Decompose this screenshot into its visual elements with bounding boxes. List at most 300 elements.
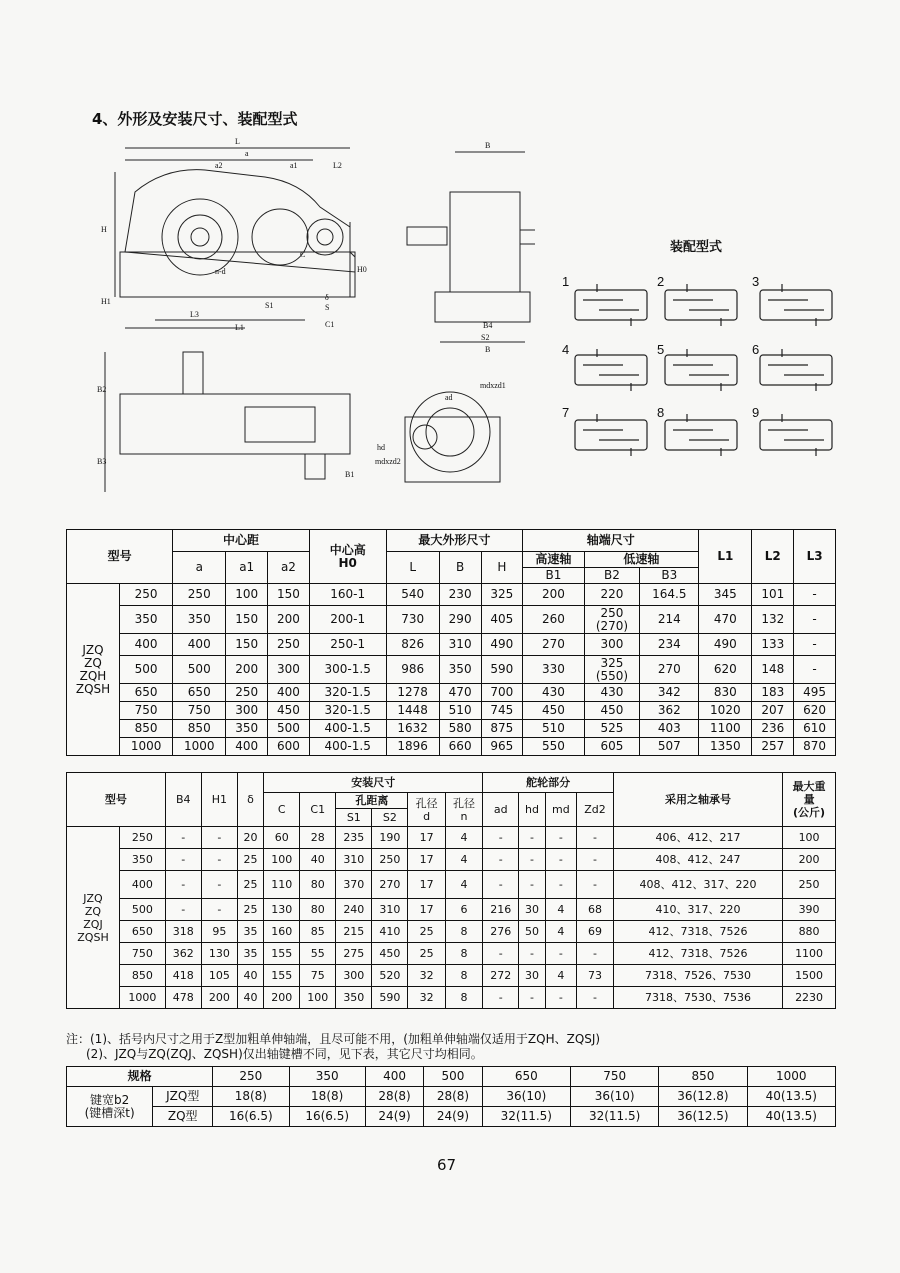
t1-h-center: 中心距 bbox=[173, 530, 310, 552]
t2-cell: 406、412、217 bbox=[613, 827, 782, 849]
t1-cell: 540 bbox=[386, 584, 439, 606]
t2-h-H1: H1 bbox=[201, 773, 237, 827]
t1-cell: 430 bbox=[523, 684, 584, 702]
t1-cell: 250 bbox=[268, 634, 310, 656]
table-row bbox=[67, 606, 836, 634]
t2-cell: 412、7318、7526 bbox=[613, 943, 782, 965]
t2-cell: 68 bbox=[577, 899, 614, 921]
dim-hd: hd bbox=[377, 443, 385, 452]
t2-cell: 60 bbox=[264, 827, 300, 849]
t1-cell: 250 bbox=[226, 684, 268, 702]
t2-cell: - bbox=[165, 849, 201, 871]
install-table bbox=[66, 772, 836, 1009]
t2-cell: 8 bbox=[445, 943, 482, 965]
t1-cell: 200 bbox=[523, 584, 584, 606]
t1-cell: 400 bbox=[173, 634, 226, 656]
notes bbox=[66, 1032, 600, 1062]
t2-cell: 200 bbox=[783, 849, 836, 871]
t2-cell: 276 bbox=[483, 921, 519, 943]
t3-spec: 400 bbox=[365, 1067, 423, 1087]
t2-cell: - bbox=[483, 849, 519, 871]
table-row bbox=[67, 871, 836, 899]
table-row bbox=[67, 943, 836, 965]
dim-mdxzd2: mdxzd2 bbox=[375, 457, 401, 466]
assembly-number-9: 9 bbox=[752, 405, 760, 420]
t1-cell: 362 bbox=[640, 702, 699, 720]
assembly-number-5: 5 bbox=[657, 342, 665, 357]
t2-cell: 2230 bbox=[783, 987, 836, 1009]
t2-h-bearing: 采用之轴承号 bbox=[613, 773, 782, 827]
t1-cell: 150 bbox=[226, 606, 268, 634]
t1-cell: 300-1.5 bbox=[309, 656, 386, 684]
t1-cell: 405 bbox=[481, 606, 523, 634]
t2-cell: 73 bbox=[577, 965, 614, 987]
t2-cell: 25 bbox=[237, 871, 263, 899]
dim-ad: ad bbox=[445, 393, 453, 402]
t2-cell: 30 bbox=[519, 965, 545, 987]
t2-cell: 410 bbox=[372, 921, 408, 943]
t1-cell: 650 bbox=[120, 684, 173, 702]
t2-cell: - bbox=[577, 871, 614, 899]
t2-h-hole-dist: 孔距离 bbox=[336, 793, 408, 809]
t2-cell: 7318、7526、7530 bbox=[613, 965, 782, 987]
t2-cell: 850 bbox=[120, 965, 166, 987]
t2-cell: - bbox=[165, 899, 201, 921]
t1-cell: 830 bbox=[699, 684, 752, 702]
t2-cell: 35 bbox=[237, 921, 263, 943]
t2-cell: 4 bbox=[445, 827, 482, 849]
t2-h-hole-d: 孔径 d bbox=[408, 793, 445, 827]
t1-cell: 400-1.5 bbox=[309, 720, 386, 738]
t1-cell: 200-1 bbox=[309, 606, 386, 634]
t1-cell: 1350 bbox=[699, 738, 752, 756]
t2-cell: 8 bbox=[445, 987, 482, 1009]
t2-cell: 25 bbox=[408, 943, 445, 965]
t2-cell: 272 bbox=[483, 965, 519, 987]
t1-cell: 986 bbox=[386, 656, 439, 684]
t2-cell: 478 bbox=[165, 987, 201, 1009]
t1-cell: 870 bbox=[794, 738, 836, 756]
t1-cell: 320-1.5 bbox=[309, 684, 386, 702]
t1-cell: - bbox=[794, 656, 836, 684]
t1-cell: 510 bbox=[523, 720, 584, 738]
section-title: 4、外形及安装尺寸、装配型式 bbox=[92, 110, 298, 128]
table-row bbox=[67, 738, 836, 756]
t2-h-S1: S1 bbox=[336, 809, 372, 827]
dim-H0: H0 bbox=[357, 265, 367, 274]
t2-cell: 1500 bbox=[783, 965, 836, 987]
t2-cell: - bbox=[519, 871, 545, 899]
t1-h-L3: L3 bbox=[794, 530, 836, 584]
t2-cell: 650 bbox=[120, 921, 166, 943]
t1-cell: 470 bbox=[439, 684, 481, 702]
assembly-number-7: 7 bbox=[562, 405, 570, 420]
t3-cell: 32(11.5) bbox=[482, 1107, 570, 1127]
t1-cell: 600 bbox=[268, 738, 310, 756]
t2-cell: 4 bbox=[445, 849, 482, 871]
page-number: 67 bbox=[437, 1156, 457, 1174]
t3-cell: 36(10) bbox=[570, 1087, 658, 1107]
assembly-number-1: 1 bbox=[562, 274, 570, 289]
t3-cell: 16(6.5) bbox=[289, 1107, 365, 1127]
dim-L3: L3 bbox=[190, 310, 199, 319]
t2-cell: 32 bbox=[408, 987, 445, 1009]
t1-cell: 300 bbox=[584, 634, 640, 656]
t3-cell: 18(8) bbox=[213, 1087, 289, 1107]
t1-cell: 325 (550) bbox=[584, 656, 640, 684]
t2-cell: - bbox=[201, 849, 237, 871]
t1-cell: 257 bbox=[752, 738, 794, 756]
t2-cell: 75 bbox=[300, 965, 336, 987]
t1-cell: 1000 bbox=[120, 738, 173, 756]
table-row bbox=[67, 921, 836, 943]
t1-cell: 495 bbox=[794, 684, 836, 702]
t1-cell: 650 bbox=[173, 684, 226, 702]
t2-cell: 40 bbox=[237, 987, 263, 1009]
t2-cell: 50 bbox=[519, 921, 545, 943]
t1-cell: 400 bbox=[268, 684, 310, 702]
t1-body bbox=[67, 584, 836, 756]
t1-cell: 507 bbox=[640, 738, 699, 756]
note-1: 注：(1)、括号内尺寸之用于Z型加粗单伸轴端，且尽可能不用，(加粗单伸轴端仅适用于ZQH、ZQSJ) bbox=[66, 1032, 601, 1046]
t3-cell: 32(11.5) bbox=[570, 1107, 658, 1127]
t1-cell: 310 bbox=[439, 634, 481, 656]
dim-S: S bbox=[325, 303, 330, 312]
t1-cell: 160-1 bbox=[309, 584, 386, 606]
t1-cell: 875 bbox=[481, 720, 523, 738]
t2-cell: 100 bbox=[783, 827, 836, 849]
t2-cell: - bbox=[519, 827, 545, 849]
t2-cell: 8 bbox=[445, 965, 482, 987]
t3-cell: 24(9) bbox=[365, 1107, 423, 1127]
t2-cell: - bbox=[545, 987, 576, 1009]
t3-cell: 24(9) bbox=[424, 1107, 482, 1127]
t2-cell: 500 bbox=[120, 899, 166, 921]
t1-cell: 100 bbox=[226, 584, 268, 606]
t2-cell: 350 bbox=[120, 849, 166, 871]
dim-H: H bbox=[101, 225, 107, 234]
assembly-title: 装配型式 bbox=[670, 240, 723, 255]
t1-cell: - bbox=[794, 634, 836, 656]
t1-cell: 164.5 bbox=[640, 584, 699, 606]
t1-cell: 430 bbox=[584, 684, 640, 702]
t1-cell: 250 bbox=[173, 584, 226, 606]
t2-h-B4: B4 bbox=[165, 773, 201, 827]
t1-cell: 345 bbox=[699, 584, 752, 606]
table-row bbox=[67, 684, 836, 702]
dim-B: B bbox=[485, 141, 491, 150]
t1-cell: 150 bbox=[226, 634, 268, 656]
t1-cell: 750 bbox=[120, 702, 173, 720]
t1-h-height: 中心高 H0 bbox=[309, 530, 386, 584]
key-table bbox=[66, 1066, 836, 1127]
t1-cell: 320-1.5 bbox=[309, 702, 386, 720]
t3-spec: 1000 bbox=[747, 1067, 835, 1087]
dim-B3: B3 bbox=[97, 457, 107, 466]
t2-cell: - bbox=[577, 849, 614, 871]
t1-cell: 500 bbox=[120, 656, 173, 684]
t2-cell: 300 bbox=[336, 965, 372, 987]
t2-h-hd: hd bbox=[519, 793, 545, 827]
t2-cell: 69 bbox=[577, 921, 614, 943]
t1-cell: 620 bbox=[699, 656, 752, 684]
table-row bbox=[67, 656, 836, 684]
t1-cell: 350 bbox=[439, 656, 481, 684]
table-row bbox=[67, 720, 836, 738]
t2-cell: 1100 bbox=[783, 943, 836, 965]
t2-cell: 30 bbox=[519, 899, 545, 921]
t1-cell: 510 bbox=[439, 702, 481, 720]
t2-cell: 310 bbox=[336, 849, 372, 871]
t2-cell: 40 bbox=[300, 849, 336, 871]
dim-B-bottom: B bbox=[485, 345, 491, 354]
t2-cell: - bbox=[201, 871, 237, 899]
t1-cell: 270 bbox=[640, 656, 699, 684]
t2-h-md: md bbox=[545, 793, 576, 827]
t1-cell: 470 bbox=[699, 606, 752, 634]
t1-cell: 1632 bbox=[386, 720, 439, 738]
t2-cell: 6 bbox=[445, 899, 482, 921]
t2-cell: 17 bbox=[408, 849, 445, 871]
t1-cell: 450 bbox=[584, 702, 640, 720]
dim-S2: S2 bbox=[481, 333, 490, 342]
t2-cell: 216 bbox=[483, 899, 519, 921]
t1-cell: 220 bbox=[584, 584, 640, 606]
t2-cell: 130 bbox=[201, 943, 237, 965]
dim-C: C bbox=[300, 250, 306, 259]
t2-cell: - bbox=[165, 827, 201, 849]
dim-L: L bbox=[235, 137, 240, 146]
dim-mdxzd1: mdxzd1 bbox=[480, 381, 506, 390]
t1-cell: 300 bbox=[226, 702, 268, 720]
t1-cell: 230 bbox=[439, 584, 481, 606]
t3-spec: 500 bbox=[424, 1067, 482, 1087]
t3-type: JZQ型 bbox=[153, 1087, 213, 1107]
t3-body bbox=[67, 1087, 836, 1127]
t2-cell: - bbox=[519, 943, 545, 965]
t2-model-group: JZQ ZQ ZQJ ZQSH bbox=[67, 827, 120, 1009]
assembly-box-2 bbox=[665, 290, 737, 320]
t1-cell: 605 bbox=[584, 738, 640, 756]
t1-h-B1: B1 bbox=[523, 568, 584, 584]
t2-cell: 250 bbox=[120, 827, 166, 849]
t1-cell: 400 bbox=[120, 634, 173, 656]
assembly-box-6 bbox=[760, 355, 832, 385]
t1-cell: 1896 bbox=[386, 738, 439, 756]
assembly-box-5 bbox=[665, 355, 737, 385]
t1-cell: 400 bbox=[226, 738, 268, 756]
t3-cell: 36(10) bbox=[482, 1087, 570, 1107]
t2-h-model: 型号 bbox=[67, 773, 166, 827]
t2-cell: 750 bbox=[120, 943, 166, 965]
t2-cell: 200 bbox=[201, 987, 237, 1009]
t2-cell: - bbox=[483, 871, 519, 899]
assembly-number-8: 8 bbox=[657, 405, 665, 420]
t1-cell: 214 bbox=[640, 606, 699, 634]
t1-cell: 325 bbox=[481, 584, 523, 606]
t2-cell: - bbox=[201, 899, 237, 921]
t3-cell: 36(12.8) bbox=[659, 1087, 747, 1107]
table-row bbox=[67, 634, 836, 656]
t2-cell: 130 bbox=[264, 899, 300, 921]
t1-cell: 400-1.5 bbox=[309, 738, 386, 756]
t2-cell: - bbox=[483, 987, 519, 1009]
t2-cell: - bbox=[545, 827, 576, 849]
t1-cell: 850 bbox=[173, 720, 226, 738]
t2-cell: 4 bbox=[545, 921, 576, 943]
assembly-box-4 bbox=[575, 355, 647, 385]
t1-cell: 450 bbox=[523, 702, 584, 720]
t1-cell: 132 bbox=[752, 606, 794, 634]
table-row bbox=[67, 1107, 836, 1127]
t2-h-delta: δ bbox=[237, 773, 263, 827]
dim-C1: C1 bbox=[325, 320, 335, 329]
t1-h-L2: L2 bbox=[752, 530, 794, 584]
t2-cell: 250 bbox=[372, 849, 408, 871]
t2-cell: - bbox=[519, 849, 545, 871]
t1-h-a: a bbox=[173, 552, 226, 584]
t2-cell: 418 bbox=[165, 965, 201, 987]
t1-cell: 500 bbox=[173, 656, 226, 684]
t2-cell: - bbox=[201, 827, 237, 849]
t3-cell: 40(13.5) bbox=[747, 1087, 835, 1107]
dim-a2: a2 bbox=[215, 161, 223, 170]
t3-spec: 750 bbox=[570, 1067, 658, 1087]
t1-cell: 183 bbox=[752, 684, 794, 702]
t1-cell: 133 bbox=[752, 634, 794, 656]
table-row bbox=[67, 899, 836, 921]
t2-cell: - bbox=[545, 849, 576, 871]
t2-cell: 4 bbox=[445, 871, 482, 899]
t2-cell: 95 bbox=[201, 921, 237, 943]
t1-cell: 850 bbox=[120, 720, 173, 738]
t1-cell: - bbox=[794, 606, 836, 634]
t1-cell: 342 bbox=[640, 684, 699, 702]
t2-cell: 215 bbox=[336, 921, 372, 943]
t1-cell: 620 bbox=[794, 702, 836, 720]
t1-cell: 730 bbox=[386, 606, 439, 634]
t2-cell: 17 bbox=[408, 827, 445, 849]
table-row bbox=[67, 1087, 836, 1107]
t2-cell: 275 bbox=[336, 943, 372, 965]
t2-cell: 155 bbox=[264, 965, 300, 987]
t2-cell: - bbox=[483, 827, 519, 849]
t1-cell: 200 bbox=[226, 656, 268, 684]
t2-cell: 235 bbox=[336, 827, 372, 849]
t1-cell: 1278 bbox=[386, 684, 439, 702]
t2-cell: 20 bbox=[237, 827, 263, 849]
t2-cell: - bbox=[545, 943, 576, 965]
t2-cell: 55 bbox=[300, 943, 336, 965]
t2-cell: - bbox=[577, 987, 614, 1009]
dim-L2: L2 bbox=[333, 161, 342, 170]
t1-h-high: 高速轴 bbox=[523, 552, 584, 568]
t1-cell: 745 bbox=[481, 702, 523, 720]
t1-cell: 403 bbox=[640, 720, 699, 738]
t2-cell: 17 bbox=[408, 899, 445, 921]
t2-cell: 410、317、220 bbox=[613, 899, 782, 921]
t3-type: ZQ型 bbox=[153, 1107, 213, 1127]
t1-h-B: B bbox=[439, 552, 481, 584]
t2-cell: - bbox=[165, 871, 201, 899]
t1-cell: 250 (270) bbox=[584, 606, 640, 634]
t2-cell: 160 bbox=[264, 921, 300, 943]
t1-cell: 236 bbox=[752, 720, 794, 738]
t1-h-max: 最大外形尺寸 bbox=[386, 530, 523, 552]
t1-cell: 250-1 bbox=[309, 634, 386, 656]
t2-cell: 200 bbox=[264, 987, 300, 1009]
t1-cell: - bbox=[794, 584, 836, 606]
t1-cell: 525 bbox=[584, 720, 640, 738]
t2-cell: 590 bbox=[372, 987, 408, 1009]
t1-cell: 500 bbox=[268, 720, 310, 738]
table-row bbox=[67, 987, 836, 1009]
t1-h-low: 低速轴 bbox=[584, 552, 699, 568]
t1-cell: 660 bbox=[439, 738, 481, 756]
t2-cell: 408、412、247 bbox=[613, 849, 782, 871]
assembly-box-3 bbox=[760, 290, 832, 320]
t2-cell: 100 bbox=[264, 849, 300, 871]
t2-cell: 85 bbox=[300, 921, 336, 943]
t2-cell: 4 bbox=[545, 899, 576, 921]
t3-h-spec: 规格 bbox=[67, 1067, 213, 1087]
t3-cell: 36(12.5) bbox=[659, 1107, 747, 1127]
t2-h-ad: ad bbox=[483, 793, 519, 827]
t3-spec: 850 bbox=[659, 1067, 747, 1087]
t2-cell: 310 bbox=[372, 899, 408, 921]
t2-h-C1: C1 bbox=[300, 793, 336, 827]
t1-h-a1: a1 bbox=[226, 552, 268, 584]
t3-spec: 250 bbox=[213, 1067, 289, 1087]
t2-cell: 35 bbox=[237, 943, 263, 965]
t2-cell: - bbox=[483, 943, 519, 965]
t1-cell: 270 bbox=[523, 634, 584, 656]
t2-h-rudder: 舵轮部分 bbox=[483, 773, 614, 793]
t2-cell: 105 bbox=[201, 965, 237, 987]
t3-spec: 650 bbox=[482, 1067, 570, 1087]
t2-cell: 370 bbox=[336, 871, 372, 899]
t3-cell: 16(6.5) bbox=[213, 1107, 289, 1127]
t1-cell: 207 bbox=[752, 702, 794, 720]
t2-cell: 390 bbox=[783, 899, 836, 921]
t1-cell: 300 bbox=[268, 656, 310, 684]
t1-cell: 234 bbox=[640, 634, 699, 656]
t2-cell: 8 bbox=[445, 921, 482, 943]
t1-cell: 580 bbox=[439, 720, 481, 738]
t1-cell: 101 bbox=[752, 584, 794, 606]
t2-h-hole-n: 孔径 n bbox=[445, 793, 482, 827]
t1-cell: 148 bbox=[752, 656, 794, 684]
t3-cell: 40(13.5) bbox=[747, 1107, 835, 1127]
t2-cell: 7318、7530、7536 bbox=[613, 987, 782, 1009]
t1-h-a2: a2 bbox=[268, 552, 310, 584]
t2-cell: 80 bbox=[300, 871, 336, 899]
t2-cell: 80 bbox=[300, 899, 336, 921]
t2-cell: 400 bbox=[120, 871, 166, 899]
dim-S1: S1 bbox=[265, 301, 274, 310]
t2-body bbox=[67, 827, 836, 1009]
t2-cell: 100 bbox=[300, 987, 336, 1009]
t2-cell: 4 bbox=[545, 965, 576, 987]
t1-h-model: 型号 bbox=[67, 530, 173, 584]
dim-B4: B4 bbox=[483, 321, 493, 330]
t2-h-C: C bbox=[264, 793, 300, 827]
table-row bbox=[67, 827, 836, 849]
assembly-diagrams bbox=[560, 270, 835, 465]
t2-cell: 28 bbox=[300, 827, 336, 849]
t2-cell: 240 bbox=[336, 899, 372, 921]
t1-cell: 250 bbox=[120, 584, 173, 606]
